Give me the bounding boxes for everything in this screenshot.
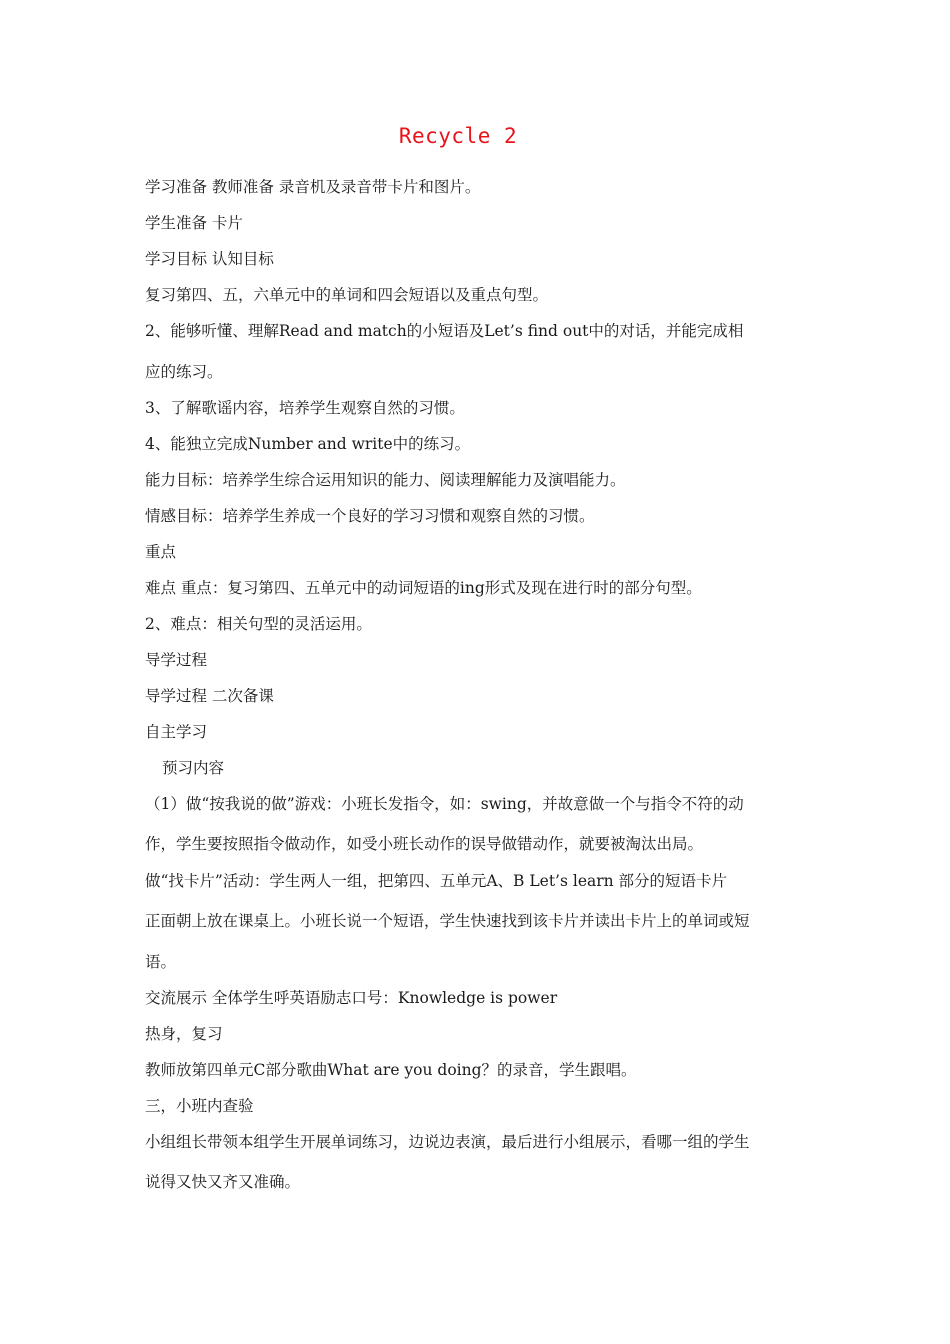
text-line: 热身，复习 xyxy=(145,1025,223,1043)
text-line: 三，小班内查验 xyxy=(145,1097,254,1115)
text-line: 重点 xyxy=(145,543,177,561)
text-line: 做“找卡片”活动：学生两人一组，把第四、五单元A、B Let’s learn 部分的短语卡片 xyxy=(145,872,728,890)
text-line: 学生准备 卡片 xyxy=(145,214,243,232)
text-line: 预习内容 xyxy=(162,759,225,777)
text-line: 难点 重点：复习第四、五单元中的动词短语的ing形式及现在进行时的部分句型。 xyxy=(145,579,702,597)
text-line: 4、能独立完成Number and write中的练习。 xyxy=(145,435,471,453)
text-line: 说得又快又齐又准确。 xyxy=(145,1173,301,1191)
text-line: 交流展示 全体学生呼英语励志口号：Knowledge is power xyxy=(145,989,558,1007)
text-line: 学习准备 教师准备 录音机及录音带卡片和图片。 xyxy=(145,178,481,196)
text-line: 语。 xyxy=(145,953,177,971)
text-line: 3、了解歌谣内容，培养学生观察自然的习惯。 xyxy=(145,399,465,417)
text-line: 教师放第四单元C部分歌曲What are you doing？的录音，学生跟唱。 xyxy=(145,1061,637,1079)
text-line: 情感目标：培养学生养成一个良好的学习习惯和观察自然的习惯。 xyxy=(145,507,595,525)
text-line: 导学过程 二次备课 xyxy=(145,687,274,705)
text-line: 作，学生要按照指令做动作，如受小班长动作的误导做错动作，就要被淘汰出局。 xyxy=(145,835,704,853)
text-line: 小组组长带领本组学生开展单词练习，边说边表演，最后进行小组展示，看哪一组的学生 xyxy=(145,1133,750,1151)
text-line: 复习第四、五，六单元中的单词和四会短语以及重点句型。 xyxy=(145,286,549,304)
text-line: 学习目标 认知目标 xyxy=(145,250,274,268)
document-title: Recycle 2 xyxy=(398,124,518,148)
text-line: 2、难点：相关句型的灵活运用。 xyxy=(145,615,372,633)
text-line: 能力目标：培养学生综合运用知识的能力、阅读理解能力及演唱能力。 xyxy=(145,471,626,489)
text-line: （1）做“按我说的做”游戏：小班长发指令，如：swing，并故意做一个与指令不符的动 xyxy=(145,795,744,813)
text-line: 正面朝上放在课桌上。小班长说一个短语，学生快速找到该卡片并读出卡片上的单词或短 xyxy=(145,912,750,930)
text-line: 应的练习。 xyxy=(145,363,223,381)
text-line: 导学过程 xyxy=(145,651,208,669)
text-line: 自主学习 xyxy=(145,723,208,741)
text-line: 2、能够听懂、理解Read and match的小短语及Let’s find out中的对话，并能完成相 xyxy=(145,322,744,340)
